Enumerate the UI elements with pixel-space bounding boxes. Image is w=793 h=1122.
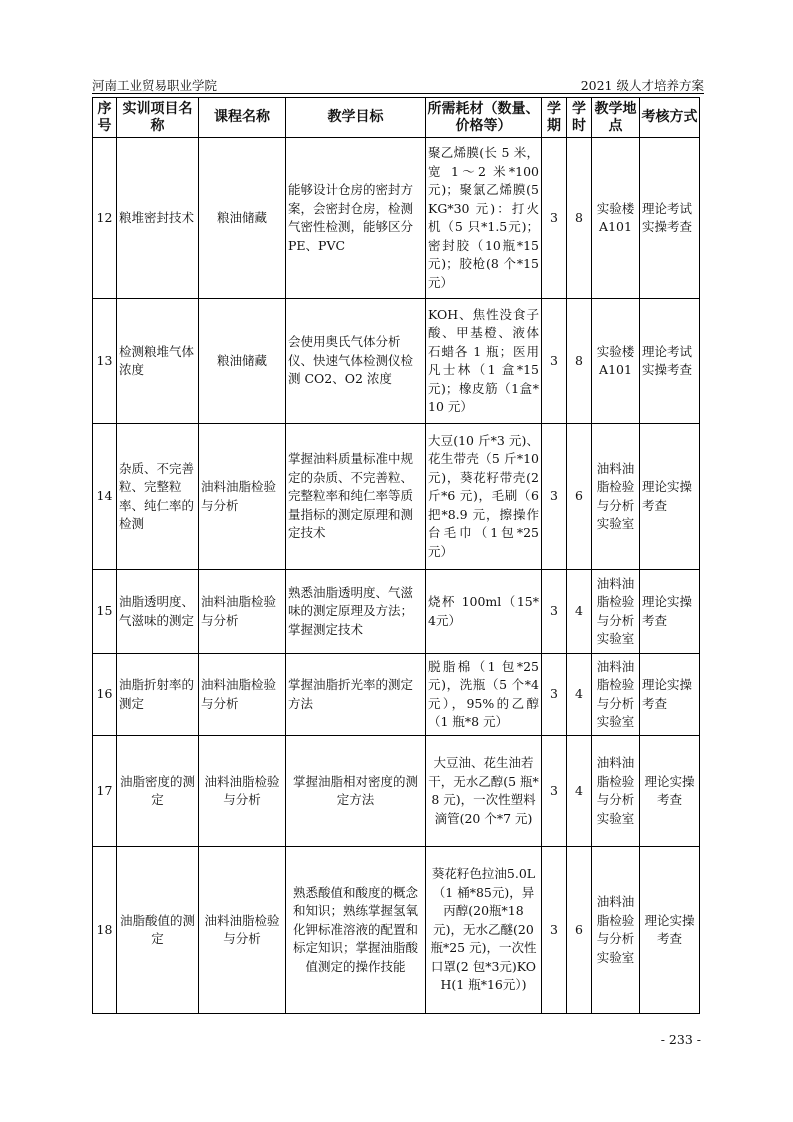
cell-goal: 掌握油料质量标准中规定的杂质、不完善粒、完整粒率和纯仁率等质量指标的测定原理和测定技术 bbox=[286, 424, 426, 570]
page-number: - 233 - bbox=[660, 1032, 701, 1047]
col-header-materials: 所需耗材（数量、价格等） bbox=[426, 98, 542, 138]
cell-place: 油料油脂检验与分析实验室 bbox=[592, 736, 640, 847]
cell-term: 3 bbox=[542, 424, 567, 570]
cell-goal: 掌握油脂相对密度的测定方法 bbox=[286, 736, 426, 847]
training-projects-table bbox=[92, 97, 700, 1014]
cell-goal: 熟悉酸值和酸度的概念和知识；熟练掌握氢氧化钾标准溶液的配置和标定知识；掌握油脂酸值测定的操作技能 bbox=[286, 847, 426, 1014]
cell-no: 14 bbox=[93, 424, 117, 570]
cell-assess: 理论实操考查 bbox=[640, 654, 700, 736]
table-row bbox=[93, 570, 700, 654]
cell-no: 12 bbox=[93, 138, 117, 299]
col-header-assess: 考核方式 bbox=[640, 98, 700, 138]
cell-project: 油脂酸值的测定 bbox=[117, 847, 199, 1014]
table-row bbox=[93, 654, 700, 736]
header-rule bbox=[92, 93, 704, 94]
cell-no: 18 bbox=[93, 847, 117, 1014]
table-row bbox=[93, 736, 700, 847]
cell-materials: 脱脂棉（1 包*25元)，洗瓶（5 个*4 元），95%的乙醇（1 瓶*8 元） bbox=[426, 654, 542, 736]
cell-hours: 4 bbox=[567, 570, 592, 654]
table-row bbox=[93, 138, 700, 299]
cell-hours: 8 bbox=[567, 299, 592, 424]
cell-goal: 能够设计仓房的密封方案，会密封仓房，检测气密性检测，能够区分 PE、PVC bbox=[286, 138, 426, 299]
cell-term: 3 bbox=[542, 570, 567, 654]
cell-assess: 理论实操考查 bbox=[640, 424, 700, 570]
cell-materials: 烧杯 100ml（15*4元） bbox=[426, 570, 542, 654]
cell-hours: 6 bbox=[567, 424, 592, 570]
cell-materials: KOH、焦性没食子酸、甲基橙、液体石蜡各 1 瓶；医用凡士林（1 盒*15元)；橡皮筋（1盒*10 元） bbox=[426, 299, 542, 424]
cell-hours: 4 bbox=[567, 654, 592, 736]
cell-goal: 会使用奥氏气体分析仪、快速气体检测仪检测 CO2、O2 浓度 bbox=[286, 299, 426, 424]
cell-hours: 8 bbox=[567, 138, 592, 299]
cell-no: 17 bbox=[93, 736, 117, 847]
cell-assess: 理论实操考查 bbox=[640, 847, 700, 1014]
col-header-goal: 教学目标 bbox=[286, 98, 426, 138]
col-header-no: 序号 bbox=[93, 98, 117, 138]
page-header bbox=[92, 76, 704, 94]
cell-course: 油料油脂检验与分析 bbox=[199, 654, 286, 736]
col-header-project: 实训项目名称 bbox=[117, 98, 199, 138]
cell-assess: 理论考试实操考查 bbox=[640, 299, 700, 424]
cell-materials: 大豆油、花生油若干，无水乙醇(5 瓶*8 元)，一次性塑料滴管(20 个*7 元) bbox=[426, 736, 542, 847]
cell-assess: 理论实操考查 bbox=[640, 736, 700, 847]
cell-materials: 大豆(10 斤*3 元)、花生带壳（5 斤*10元)，葵花籽带壳(2 斤*6 元)，毛刷（6 把*8.9 元，擦操作台毛巾（1包*25 元） bbox=[426, 424, 542, 570]
cell-term: 3 bbox=[542, 654, 567, 736]
cell-course: 粮油储藏 bbox=[199, 138, 286, 299]
col-header-place: 教学地点 bbox=[592, 98, 640, 138]
cell-term: 3 bbox=[542, 736, 567, 847]
col-header-course: 课程名称 bbox=[199, 98, 286, 138]
col-header-term: 学期 bbox=[542, 98, 567, 138]
cell-project: 检测粮堆气体浓度 bbox=[117, 299, 199, 424]
header-institution: 河南工业贸易职业学院 bbox=[92, 78, 218, 93]
cell-hours: 4 bbox=[567, 736, 592, 847]
cell-course: 油料油脂检验与分析 bbox=[199, 847, 286, 1014]
table-row bbox=[93, 424, 700, 570]
cell-assess: 理论考试实操考查 bbox=[640, 138, 700, 299]
cell-project: 粮堆密封技术 bbox=[117, 138, 199, 299]
cell-term: 3 bbox=[542, 138, 567, 299]
cell-project: 油脂透明度、气滋味的测定 bbox=[117, 570, 199, 654]
cell-materials: 聚乙烯膜(长 5 米，宽 1～2 米*100元)；聚氯乙烯膜(5KG*30 元)：打火机（5 只*1.5元)；密封胶（10瓶*15 元)；胶枪(8 个*15 元） bbox=[426, 138, 542, 299]
cell-project: 油脂密度的测定 bbox=[117, 736, 199, 847]
cell-goal: 熟悉油脂透明度、气滋味的测定原理及方法；掌握测定技术 bbox=[286, 570, 426, 654]
cell-no: 15 bbox=[93, 570, 117, 654]
cell-project: 油脂折射率的测定 bbox=[117, 654, 199, 736]
cell-no: 13 bbox=[93, 299, 117, 424]
cell-place: 油料油脂检验与分析实验室 bbox=[592, 424, 640, 570]
cell-place: 实验楼A101 bbox=[592, 138, 640, 299]
table-row bbox=[93, 847, 700, 1014]
cell-hours: 6 bbox=[567, 847, 592, 1014]
cell-course: 油料油脂检验与分析 bbox=[199, 424, 286, 570]
cell-course: 油料油脂检验与分析 bbox=[199, 570, 286, 654]
cell-place: 油料油脂检验与分析实验室 bbox=[592, 847, 640, 1014]
cell-assess: 理论实操考查 bbox=[640, 570, 700, 654]
table-header-row bbox=[93, 98, 700, 138]
cell-course: 粮油储藏 bbox=[199, 299, 286, 424]
cell-no: 16 bbox=[93, 654, 117, 736]
cell-goal: 掌握油脂折光率的测定方法 bbox=[286, 654, 426, 736]
cell-term: 3 bbox=[542, 847, 567, 1014]
cell-term: 3 bbox=[542, 299, 567, 424]
cell-place: 油料油脂检验与分析实验室 bbox=[592, 570, 640, 654]
header-document-title: 2021 级人才培养方案 bbox=[580, 78, 704, 93]
cell-place: 油料油脂检验与分析实验室 bbox=[592, 654, 640, 736]
cell-course: 油料油脂检验与分析 bbox=[199, 736, 286, 847]
col-header-hours: 学时 bbox=[567, 98, 592, 138]
cell-place: 实验楼A101 bbox=[592, 299, 640, 424]
table-row bbox=[93, 299, 700, 424]
cell-materials: 葵花籽色拉油5.0L（1 桶*85元)，异丙醇(20瓶*18 元)，无水乙醚(20 瓶*25 元)，一次性口罩(2 包*3元)KOH(1 瓶*16元）) bbox=[426, 847, 542, 1014]
cell-project: 杂质、不完善粒、完整粒率、纯仁率的检测 bbox=[117, 424, 199, 570]
